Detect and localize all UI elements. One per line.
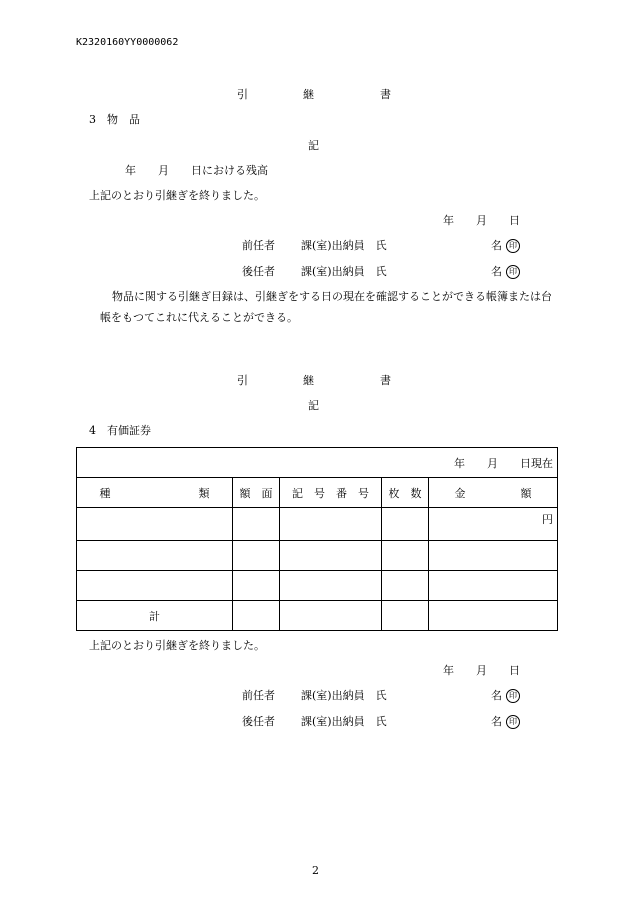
table-cell[interactable]: [382, 508, 429, 541]
col-header-face-value: 額 面: [233, 478, 280, 508]
table-cell[interactable]: [233, 601, 280, 631]
table-cell[interactable]: [280, 571, 382, 601]
section3-transfer-statement: 上記のとおり引継ぎを終りました。: [89, 189, 265, 202]
section3-prev-role: 前任者: [242, 239, 275, 252]
table-header-row: [77, 478, 558, 508]
name-label: 名: [491, 265, 502, 278]
section3-next-dept: 課(室)出納員 氏: [301, 265, 387, 278]
section4-transfer-statement: 上記のとおり引継ぎを終りました。: [89, 639, 265, 652]
page-number: 2: [312, 864, 319, 877]
document-id: K2320160YY0000062: [76, 37, 179, 48]
name-label: 名: [491, 239, 502, 252]
section4-prev-dept: 課(室)出納員 氏: [301, 689, 387, 702]
section3-balance-line: 年 月 日における残高: [125, 164, 268, 177]
section3-note: 物品に関する引継ぎ目録は、引継ぎをする日の現在を確認することができる帳簿または台帳をもつてこれに代えることができる。: [100, 290, 552, 324]
table-cell[interactable]: [77, 571, 233, 601]
section3-item-heading: 3 物 品: [89, 113, 140, 126]
table-row: [77, 541, 558, 571]
section3-prev-name-seal: [491, 237, 520, 253]
section3-date: 年 月 日: [443, 214, 520, 227]
section4-ki: 記: [308, 399, 319, 412]
name-label: 名: [491, 689, 502, 702]
table-date-header: 年 月 日現在: [77, 448, 558, 478]
table-cell[interactable]: [382, 571, 429, 601]
table-cell[interactable]: [382, 541, 429, 571]
table-cell[interactable]: [233, 541, 280, 571]
total-label: 計: [77, 601, 233, 631]
section4-next-name-seal: [491, 713, 520, 729]
table-cell[interactable]: [77, 541, 233, 571]
col-header-serial-number: 記 号 番 号: [280, 478, 382, 508]
table-cell[interactable]: [382, 601, 429, 631]
table-cell[interactable]: [280, 601, 382, 631]
col-header-count: 枚 数: [382, 478, 429, 508]
section4-prev-role: 前任者: [242, 689, 275, 702]
table-cell[interactable]: [77, 508, 233, 541]
table-cell[interactable]: [233, 571, 280, 601]
table-cell[interactable]: [429, 541, 558, 571]
table-row: [77, 571, 558, 601]
table-cell[interactable]: [429, 601, 558, 631]
seal-mark-icon: 印: [506, 715, 520, 729]
table-date-row: [77, 448, 558, 478]
table-cell[interactable]: [280, 541, 382, 571]
section3-prev-dept: 課(室)出納員 氏: [301, 239, 387, 252]
table-cell[interactable]: [280, 508, 382, 541]
securities-table: [76, 447, 558, 631]
seal-mark-icon: 印: [506, 689, 520, 703]
section4-next-dept: 課(室)出納員 氏: [301, 715, 387, 728]
table-row: [77, 508, 558, 541]
section3-ki: 記: [308, 139, 319, 152]
section4-next-role: 後任者: [242, 715, 275, 728]
section4-date: 年 月 日: [443, 664, 520, 677]
table-cell[interactable]: [429, 571, 558, 601]
table-total-row: [77, 601, 558, 631]
section4-title: 引 継 書: [237, 374, 391, 387]
section4-item-heading: 4 有価証券: [89, 424, 151, 437]
section3-title: 引 継 書: [237, 88, 391, 101]
section4-prev-name-seal: [491, 687, 520, 703]
seal-mark-icon: 印: [506, 265, 520, 279]
section3-next-role: 後任者: [242, 265, 275, 278]
name-label: 名: [491, 715, 502, 728]
col-header-type: 種 類: [77, 478, 233, 508]
col-header-amount: 金 額: [429, 478, 558, 508]
amount-unit-cell[interactable]: 円: [429, 508, 558, 541]
seal-mark-icon: 印: [506, 239, 520, 253]
section3-next-name-seal: [491, 263, 520, 279]
table-cell[interactable]: [233, 508, 280, 541]
